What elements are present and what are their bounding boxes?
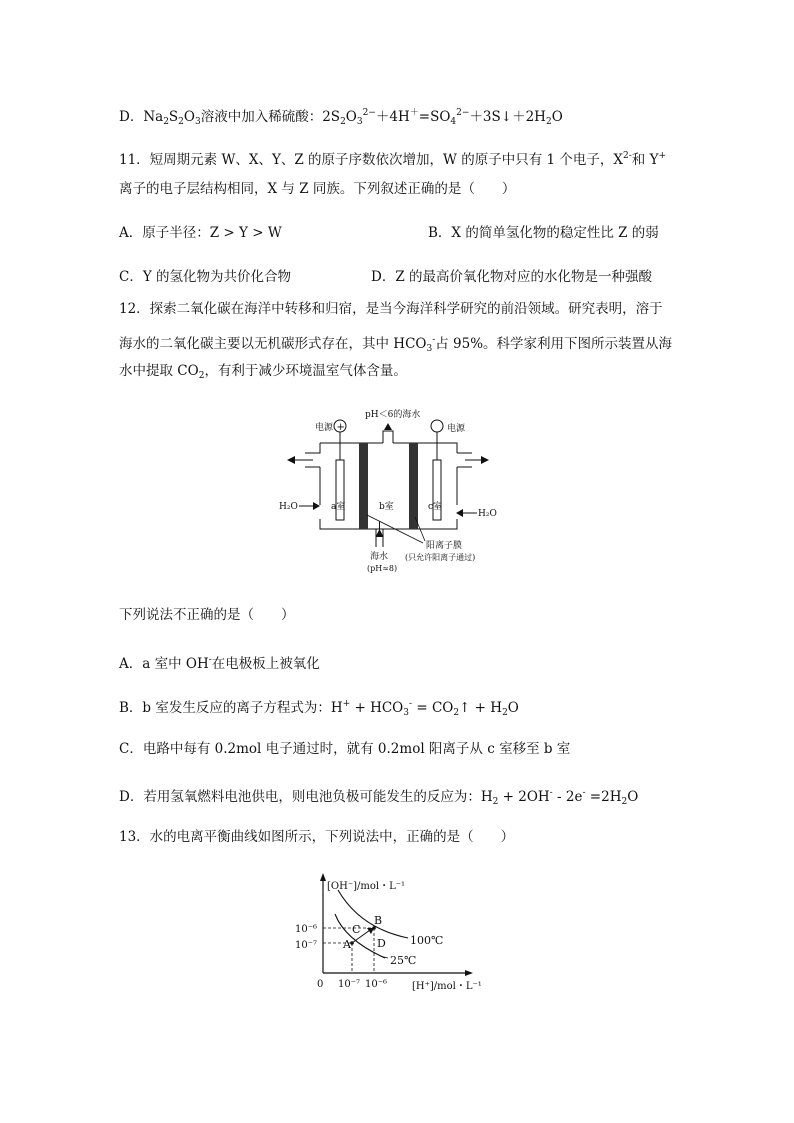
water-ionization-graph [290, 870, 510, 1000]
q12-option-b: B．b 室发生反应的离子方程式为：$H^+ + HCO_3^-$ = $CO_2↑ + H_2O$ [119, 699, 519, 718]
point-b-label: B [374, 914, 383, 927]
membrane-note: (只允许阳离子通过) [405, 553, 476, 562]
h2o-right-arrow-icon [456, 509, 463, 517]
top-outlet-arrow-icon [384, 423, 392, 430]
q12-stem-line3: 水中提取 $CO_2$，有利于减少环境温室气体含量。 [119, 363, 407, 381]
left-outlet-arrow-icon [287, 456, 295, 464]
q12-prompt: 下列说法不正确的是（ ） [119, 607, 295, 623]
q10-option-d: D．$Na_2S_2O_3$溶液中加入稀硫酸：$2S_2O_3^{2-}+4H^+=SO_4^{2-}+3S↓+2H_2O$ [119, 108, 563, 127]
q12-option-d: D．若用氢氧燃料电池供电，则电池负极可能发生的反应为：$H_2 + 2OH^- - 2e^- =2H_2O$ [119, 788, 639, 807]
q12-stem-line2: 海水的二氧化碳主要以无机碳形式存在，其中 $HCO_3^-$占 95%。科学家利用下图所示装置从海 [119, 335, 673, 354]
membrane-label: 阳离子膜 [426, 541, 463, 551]
cation-membrane-left [359, 443, 368, 529]
q11-option-c: C．Y 的氢化物为共价化合物 [119, 269, 292, 285]
point-c-label: C [352, 923, 361, 936]
y-tick-1e-7: 10⁻⁷ [295, 940, 318, 951]
y-axis-label: [OH⁻]/mol・L⁻¹ [327, 881, 405, 892]
x-tick-1e-6: 10⁻⁶ [365, 979, 388, 990]
top-outlet-label: pH＜6的海水 [365, 410, 421, 420]
bottom-inlet-arrow-icon [376, 529, 384, 537]
curve-100c-label: 100℃ [410, 934, 444, 947]
x-axis-label: [H⁺]/mol・L⁻¹ [412, 981, 482, 992]
q12-stem-line1: 12．探索二氧化碳在海洋中转移和归宿，是当今海洋科学研究的前沿领域。研究表明，溶于 [119, 301, 663, 317]
q11-option-a: A．原子半径：Z > Y > W [119, 225, 282, 241]
tank-outline [305, 443, 320, 453]
q11-option-b: B．X 的简单氢化物的稳定性比 Z 的弱 [428, 225, 659, 241]
negative-terminal-icon [431, 420, 443, 432]
bottom-inlet-label: 海水 [370, 552, 389, 562]
h2o-left-arrow-icon [313, 502, 320, 510]
cation-membrane-right [409, 443, 418, 529]
top-outlet-pipe [383, 431, 393, 443]
q13-stem: 13．水的电离平衡曲线如图所示，下列说法中，正确的是（ ） [119, 829, 515, 845]
h2o-right-label: H₂O [478, 509, 497, 519]
origin-label: 0 [317, 979, 324, 990]
q11-option-d: D．Z 的最高价氧化物对应的水化物是一种强酸 [371, 269, 652, 285]
y-tick-1e-6: 10⁻⁶ [295, 924, 318, 935]
q12-option-c: C．电路中每有 0.2mol 电子通过时，就有 0.2mol 阳离子从 c 室移至 b 室 [119, 741, 571, 757]
room-c-label: c室 [428, 502, 443, 512]
curve-25c-label: 25℃ [390, 954, 417, 967]
electrolysis-cell-diagram [275, 405, 515, 580]
q12-option-a: A．a 室中 OH-在电极板上被氧化 [119, 655, 320, 672]
x-axis-arrow-icon [465, 970, 473, 976]
point-d-label: D [377, 937, 386, 950]
power-left-label: 电源 [315, 423, 334, 433]
curve-100c [338, 890, 408, 938]
x-tick-1e-7: 10⁻⁷ [338, 979, 361, 990]
positive-terminal-sign: + [336, 422, 345, 433]
q11-stem-line2: 离子的电子层结构相同，X 与 Z 同族。下列叙述正确的是（ ） [119, 181, 516, 197]
h2o-left-label: H₂O [279, 502, 298, 512]
right-outlet-arrow-icon [481, 456, 489, 464]
room-b-label: b室 [379, 502, 394, 512]
power-right-label: 电源 [447, 424, 466, 434]
q11-stem-line1: 11．短周期元素 W、X、Y、Z 的原子序数依次增加，W 的原子中只有 1 个电子，$X^{2-}$和 Y+ [119, 151, 667, 168]
y-axis-arrow-icon [320, 873, 326, 881]
room-a-label: a室 [331, 502, 346, 512]
point-a-label: A [343, 938, 351, 951]
bottom-inlet-ph: (pH≈8) [367, 564, 398, 573]
